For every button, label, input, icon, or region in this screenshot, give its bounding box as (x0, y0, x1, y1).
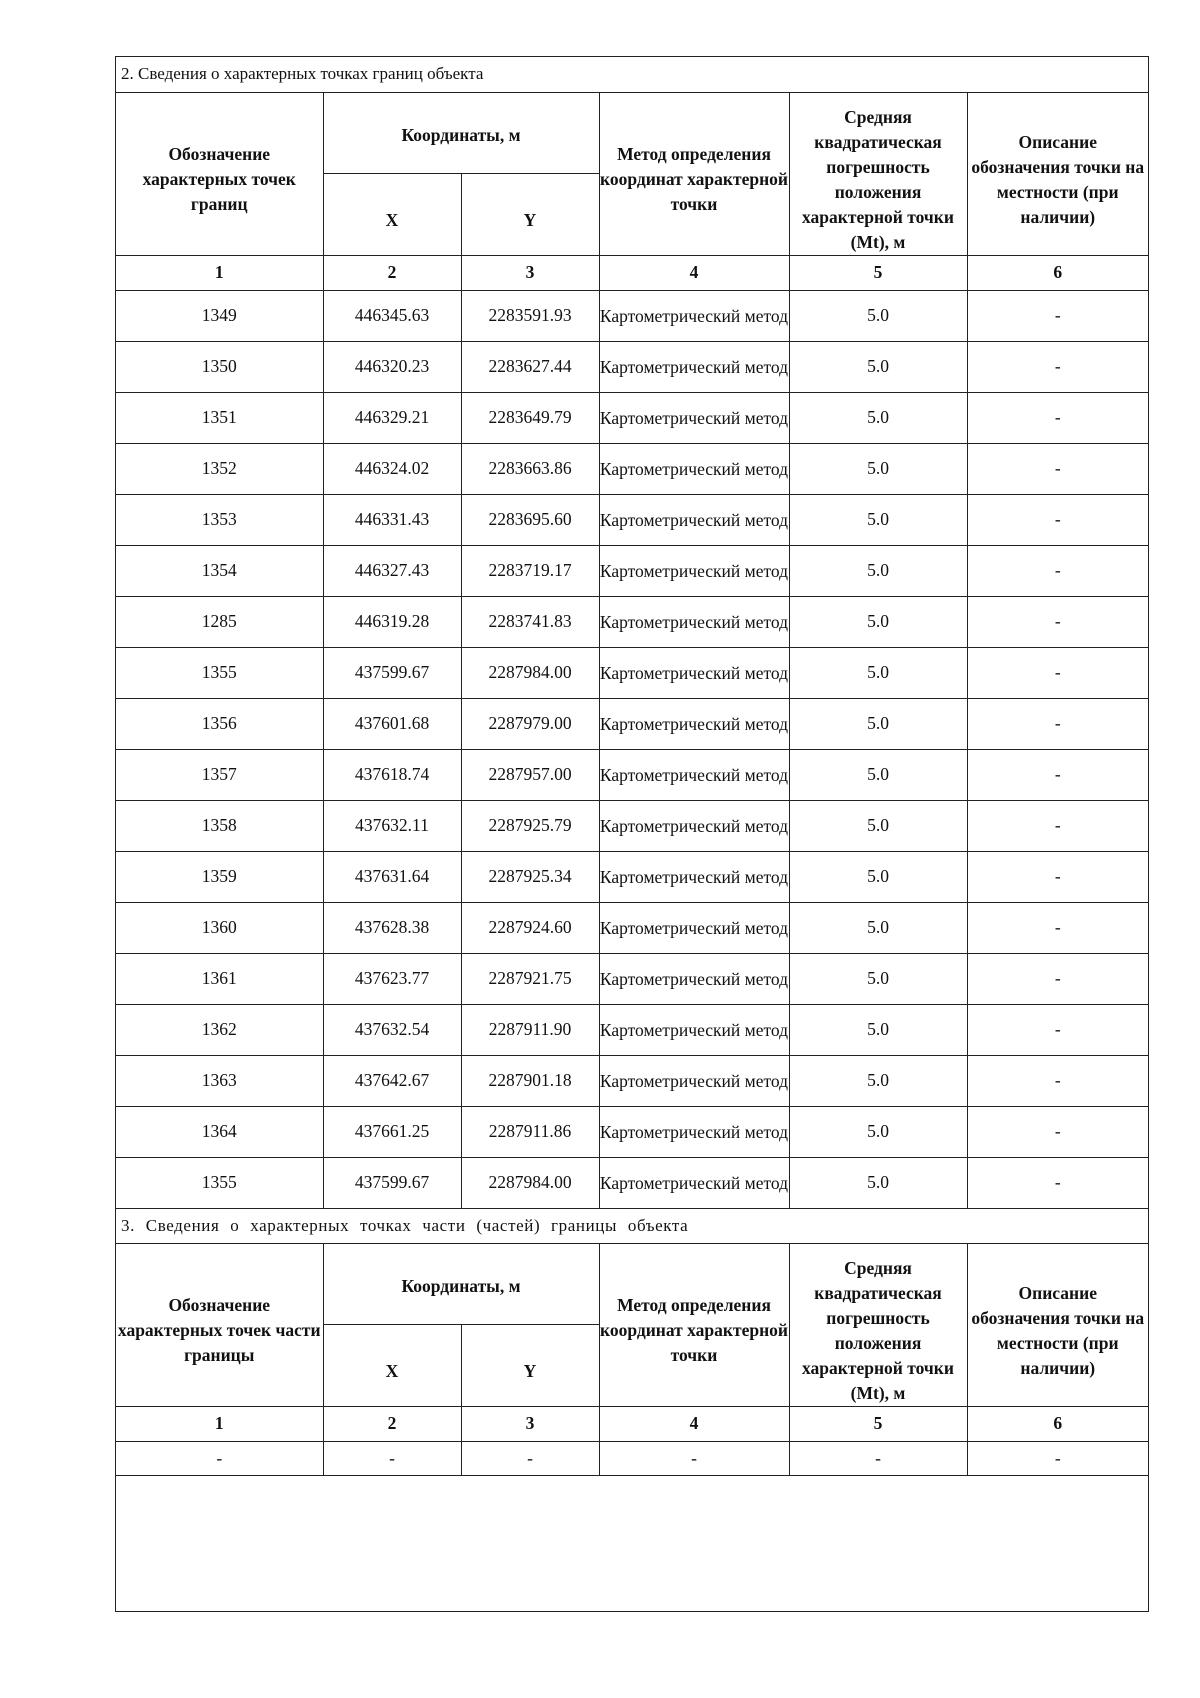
header-mean-error: Средняя квадратическая погрешность положения характерной точки (Mt), м (789, 92, 967, 255)
point-id-cell: 1355 (116, 1157, 323, 1208)
column-number: 3 (461, 1406, 599, 1441)
table-row (116, 392, 1148, 443)
x-coordinate-cell: 437599.67 (323, 647, 461, 698)
method-cell: Картометрический метод (599, 1055, 789, 1106)
points-table (116, 57, 1148, 1476)
y-coordinate-cell: 2283741.83 (461, 596, 599, 647)
point-id-cell: 1351 (116, 392, 323, 443)
table-row (116, 341, 1148, 392)
method-cell: Картометрический метод (599, 290, 789, 341)
method-cell: Картометрический метод (599, 698, 789, 749)
section-2 (116, 57, 1148, 1208)
method-cell: - (599, 1441, 789, 1475)
column-number: 6 (967, 255, 1148, 290)
table-row (116, 545, 1148, 596)
method-cell: Картометрический метод (599, 851, 789, 902)
point-id-cell: 1353 (116, 494, 323, 545)
section-3 (116, 1208, 1148, 1475)
mean-error-cell: 5.0 (789, 902, 967, 953)
section-2-title: 2. Сведения о характерных точках границ объекта (116, 57, 1148, 92)
method-cell: Картометрический метод (599, 494, 789, 545)
header-point-designation: Обозначение характерных точек части границы (116, 1243, 323, 1406)
table-row (116, 494, 1148, 545)
mean-error-cell: 5.0 (789, 1004, 967, 1055)
column-number: 5 (789, 255, 967, 290)
description-cell: - (967, 1441, 1148, 1475)
description-cell: - (967, 647, 1148, 698)
x-coordinate-cell: 437623.77 (323, 953, 461, 1004)
method-cell: Картометрический метод (599, 953, 789, 1004)
y-coordinate-cell: 2283695.60 (461, 494, 599, 545)
mean-error-cell: 5.0 (789, 800, 967, 851)
x-coordinate-cell: 437628.38 (323, 902, 461, 953)
mean-error-cell: 5.0 (789, 1106, 967, 1157)
mean-error-cell: 5.0 (789, 1157, 967, 1208)
point-id-cell: 1361 (116, 953, 323, 1004)
table-row (116, 596, 1148, 647)
mean-error-cell: - (789, 1441, 967, 1475)
column-number: 2 (323, 1406, 461, 1441)
header-description: Описание обозначения точки на местности (при наличии) (967, 1243, 1148, 1406)
y-coordinate-cell: 2283663.86 (461, 443, 599, 494)
description-cell: - (967, 494, 1148, 545)
description-cell: - (967, 545, 1148, 596)
column-numbers-row (116, 255, 1148, 290)
column-number: 4 (599, 1406, 789, 1441)
mean-error-cell: 5.0 (789, 851, 967, 902)
header-description: Описание обозначения точки на местности (при наличии) (967, 92, 1148, 255)
header-point-designation: Обозначение характерных точек границ (116, 92, 323, 255)
y-coordinate-cell: 2287911.90 (461, 1004, 599, 1055)
y-coordinate-cell: 2287979.00 (461, 698, 599, 749)
mean-error-cell: 5.0 (789, 290, 967, 341)
y-coordinate-cell: 2287984.00 (461, 1157, 599, 1208)
description-cell: - (967, 443, 1148, 494)
y-coordinate-cell: 2283627.44 (461, 341, 599, 392)
method-cell: Картометрический метод (599, 392, 789, 443)
point-id-cell: 1362 (116, 1004, 323, 1055)
method-cell: Картометрический метод (599, 341, 789, 392)
mean-error-cell: 5.0 (789, 596, 967, 647)
x-coordinate-cell: 446345.63 (323, 290, 461, 341)
method-cell: Картометрический метод (599, 800, 789, 851)
x-coordinate-cell: 446324.02 (323, 443, 461, 494)
x-coordinate-cell: 446319.28 (323, 596, 461, 647)
y-coordinate-cell: 2287925.79 (461, 800, 599, 851)
y-coordinate-cell: - (461, 1441, 599, 1475)
description-cell: - (967, 851, 1148, 902)
column-number: 5 (789, 1406, 967, 1441)
table-row (116, 443, 1148, 494)
method-cell: Картометрический метод (599, 545, 789, 596)
header-mean-error: Средняя квадратическая погрешность положения характерной точки (Mt), м (789, 1243, 967, 1406)
mean-error-cell: 5.0 (789, 392, 967, 443)
header-method: Метод определения координат характерной точки (599, 1243, 789, 1406)
y-coordinate-cell: 2283591.93 (461, 290, 599, 341)
method-cell: Картометрический метод (599, 647, 789, 698)
mean-error-cell: 5.0 (789, 647, 967, 698)
y-coordinate-cell: 2283649.79 (461, 392, 599, 443)
point-id-cell: 1285 (116, 596, 323, 647)
method-cell: Картометрический метод (599, 749, 789, 800)
point-id-cell: 1364 (116, 1106, 323, 1157)
mean-error-cell: 5.0 (789, 749, 967, 800)
column-number: 4 (599, 255, 789, 290)
description-cell: - (967, 953, 1148, 1004)
y-coordinate-cell: 2287984.00 (461, 647, 599, 698)
header-x: X (323, 174, 461, 256)
y-coordinate-cell: 2287911.86 (461, 1106, 599, 1157)
table-row (116, 902, 1148, 953)
point-id-cell: 1355 (116, 647, 323, 698)
table-row (116, 1106, 1148, 1157)
column-numbers-row (116, 1406, 1148, 1441)
description-cell: - (967, 290, 1148, 341)
table-row (116, 749, 1148, 800)
x-coordinate-cell: 446320.23 (323, 341, 461, 392)
point-id-cell: 1357 (116, 749, 323, 800)
x-coordinate-cell: 437661.25 (323, 1106, 461, 1157)
header-y: Y (461, 1325, 599, 1407)
column-number: 6 (967, 1406, 1148, 1441)
method-cell: Картометрический метод (599, 1106, 789, 1157)
point-id-cell: 1354 (116, 545, 323, 596)
table-row (116, 1004, 1148, 1055)
description-cell: - (967, 596, 1148, 647)
x-coordinate-cell: - (323, 1441, 461, 1475)
column-number: 1 (116, 255, 323, 290)
mean-error-cell: 5.0 (789, 341, 967, 392)
header-method: Метод определения координат характерной точки (599, 92, 789, 255)
point-id-cell: 1360 (116, 902, 323, 953)
y-coordinate-cell: 2287901.18 (461, 1055, 599, 1106)
y-coordinate-cell: 2287957.00 (461, 749, 599, 800)
point-id-cell: 1359 (116, 851, 323, 902)
x-coordinate-cell: 446327.43 (323, 545, 461, 596)
description-cell: - (967, 902, 1148, 953)
point-id-cell: 1349 (116, 290, 323, 341)
point-id-cell: 1363 (116, 1055, 323, 1106)
y-coordinate-cell: 2287924.60 (461, 902, 599, 953)
description-cell: - (967, 1055, 1148, 1106)
section-3-title: 3. Сведения о характерных точках части (частей) границы объекта (116, 1208, 1148, 1243)
description-cell: - (967, 1004, 1148, 1055)
method-cell: Картометрический метод (599, 596, 789, 647)
description-cell: - (967, 800, 1148, 851)
mean-error-cell: 5.0 (789, 494, 967, 545)
point-id-cell: 1350 (116, 341, 323, 392)
description-cell: - (967, 698, 1148, 749)
description-cell: - (967, 341, 1148, 392)
x-coordinate-cell: 437632.11 (323, 800, 461, 851)
x-coordinate-cell: 446331.43 (323, 494, 461, 545)
method-cell: Картометрический метод (599, 1004, 789, 1055)
column-number: 1 (116, 1406, 323, 1441)
table-row (116, 290, 1148, 341)
table-row (116, 698, 1148, 749)
document-frame (115, 56, 1149, 1612)
description-cell: - (967, 1157, 1148, 1208)
table-row (116, 800, 1148, 851)
description-cell: - (967, 749, 1148, 800)
table-row (116, 1055, 1148, 1106)
x-coordinate-cell: 437599.67 (323, 1157, 461, 1208)
mean-error-cell: 5.0 (789, 953, 967, 1004)
description-cell: - (967, 1106, 1148, 1157)
method-cell: Картометрический метод (599, 1157, 789, 1208)
y-coordinate-cell: 2287925.34 (461, 851, 599, 902)
method-cell: Картометрический метод (599, 902, 789, 953)
x-coordinate-cell: 437642.67 (323, 1055, 461, 1106)
header-x: X (323, 1325, 461, 1407)
x-coordinate-cell: 437618.74 (323, 749, 461, 800)
table-row (116, 851, 1148, 902)
column-number: 3 (461, 255, 599, 290)
x-coordinate-cell: 437631.64 (323, 851, 461, 902)
y-coordinate-cell: 2287921.75 (461, 953, 599, 1004)
x-coordinate-cell: 437632.54 (323, 1004, 461, 1055)
mean-error-cell: 5.0 (789, 1055, 967, 1106)
method-cell: Картометрический метод (599, 443, 789, 494)
point-id-cell: 1352 (116, 443, 323, 494)
table-row (116, 1441, 1148, 1475)
mean-error-cell: 5.0 (789, 545, 967, 596)
header-y: Y (461, 174, 599, 256)
description-cell: - (967, 392, 1148, 443)
table-row (116, 647, 1148, 698)
point-id-cell: 1356 (116, 698, 323, 749)
column-number: 2 (323, 255, 461, 290)
mean-error-cell: 5.0 (789, 443, 967, 494)
y-coordinate-cell: 2283719.17 (461, 545, 599, 596)
header-coordinates: Координаты, м (323, 1243, 599, 1325)
mean-error-cell: 5.0 (789, 698, 967, 749)
x-coordinate-cell: 437601.68 (323, 698, 461, 749)
table-row (116, 1157, 1148, 1208)
x-coordinate-cell: 446329.21 (323, 392, 461, 443)
header-coordinates: Координаты, м (323, 92, 599, 174)
point-id-cell: 1358 (116, 800, 323, 851)
point-id-cell: - (116, 1441, 323, 1475)
table-row (116, 953, 1148, 1004)
